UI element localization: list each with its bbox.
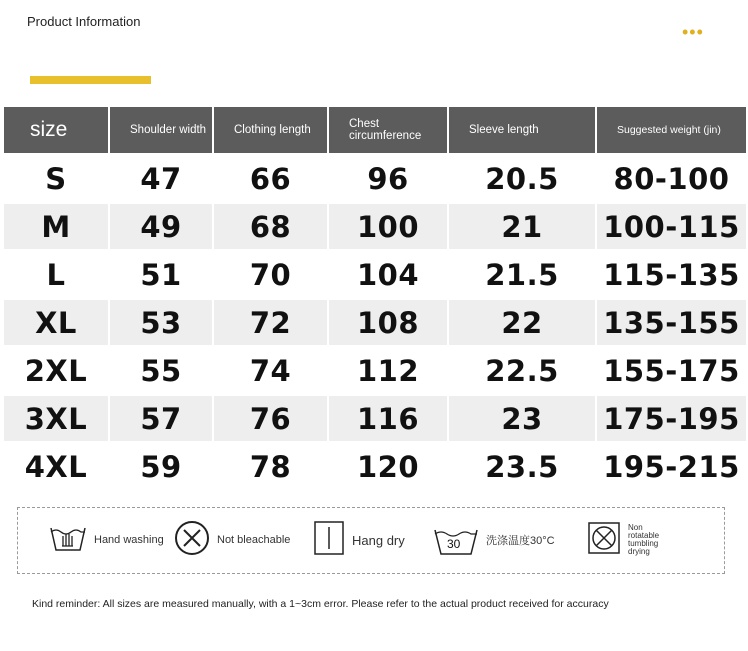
column-header: Suggested weight (jin): [597, 107, 746, 153]
table-cell: 20.5: [449, 156, 595, 201]
table-cell: 47: [110, 156, 212, 201]
table-cell: 104: [329, 252, 447, 297]
table-cell: 80-100: [597, 156, 746, 201]
table-row: [4, 156, 746, 201]
table-cell: 49: [110, 204, 212, 249]
more-dots-icon[interactable]: •••: [682, 22, 704, 42]
table-header-row: [4, 107, 746, 153]
size-cell: M: [4, 204, 108, 249]
table-row: [4, 252, 746, 297]
care-no-bleach: [173, 520, 290, 560]
column-header: Shoulder width: [110, 107, 212, 153]
table-cell: 59: [110, 444, 212, 489]
care-hand-wash: [48, 520, 164, 560]
table-cell: 96: [329, 156, 447, 201]
no-tumble-dry-label: Non rotatable tumbling drying: [628, 523, 660, 556]
table-cell: 175-195: [597, 396, 746, 441]
table-cell: 72: [214, 300, 327, 345]
table-cell: 195-215: [597, 444, 746, 489]
table-row: [4, 300, 746, 345]
table-cell: 70: [214, 252, 327, 297]
size-chart-table: [2, 104, 748, 492]
table-cell: 66: [214, 156, 327, 201]
table-cell: 23: [449, 396, 595, 441]
table-cell: 53: [110, 300, 212, 345]
table-cell: 22.5: [449, 348, 595, 393]
accent-bar: [30, 76, 151, 84]
table-cell: 51: [110, 252, 212, 297]
care-no-tumble-dry: [586, 520, 670, 560]
table-cell: 55: [110, 348, 212, 393]
column-header: Sleeve length: [449, 107, 595, 153]
column-header: Clothing length: [214, 107, 327, 153]
table-cell: 108: [329, 300, 447, 345]
hand-wash-icon: [48, 520, 88, 561]
care-hang-dry: [312, 520, 405, 560]
table-cell: 21.5: [449, 252, 595, 297]
hang-dry-label: Hang dry: [352, 532, 405, 548]
table-cell: 100: [329, 204, 447, 249]
table-row: [4, 444, 746, 489]
table-cell: 135-155: [597, 300, 746, 345]
wash-temp-label: 洗涤温度30°C: [486, 535, 555, 547]
table-cell: 100-115: [597, 204, 746, 249]
column-header: size: [4, 107, 108, 153]
table-cell: 57: [110, 396, 212, 441]
table-cell: 78: [214, 444, 327, 489]
table-row: [4, 348, 746, 393]
table-row: [4, 204, 746, 249]
size-note: Kind reminder: All sizes are measured manually, with a 1~3cm error. Please refer to the actual product received for accuracy: [32, 598, 609, 610]
table-cell: 115-135: [597, 252, 746, 297]
size-cell: 2XL: [4, 348, 108, 393]
care-wash-temperature: [432, 520, 555, 560]
size-cell: 4XL: [4, 444, 108, 489]
wash-temp-value: 30: [447, 537, 461, 551]
size-cell: XL: [4, 300, 108, 345]
size-cell: 3XL: [4, 396, 108, 441]
size-cell: L: [4, 252, 108, 297]
table-cell: 76: [214, 396, 327, 441]
table-cell: 68: [214, 204, 327, 249]
table-row: [4, 396, 746, 441]
no-tumble-dry-icon: [586, 520, 622, 561]
table-cell: 120: [329, 444, 447, 489]
column-header: Chest circumference: [329, 107, 447, 153]
wash-30-icon: [432, 522, 480, 558]
hang-dry-icon: [312, 519, 346, 562]
table-cell: 22: [449, 300, 595, 345]
table-cell: 155-175: [597, 348, 746, 393]
table-cell: 23.5: [449, 444, 595, 489]
size-cell: S: [4, 156, 108, 201]
table-cell: 116: [329, 396, 447, 441]
hand-wash-label: Hand washing: [94, 534, 164, 546]
table-cell: 112: [329, 348, 447, 393]
table-cell: 21: [449, 204, 595, 249]
no-bleach-icon: [173, 519, 211, 562]
care-instructions: [17, 507, 725, 574]
page-title: Product Information: [27, 14, 141, 29]
no-bleach-label: Not bleachable: [217, 534, 291, 546]
table-cell: 74: [214, 348, 327, 393]
